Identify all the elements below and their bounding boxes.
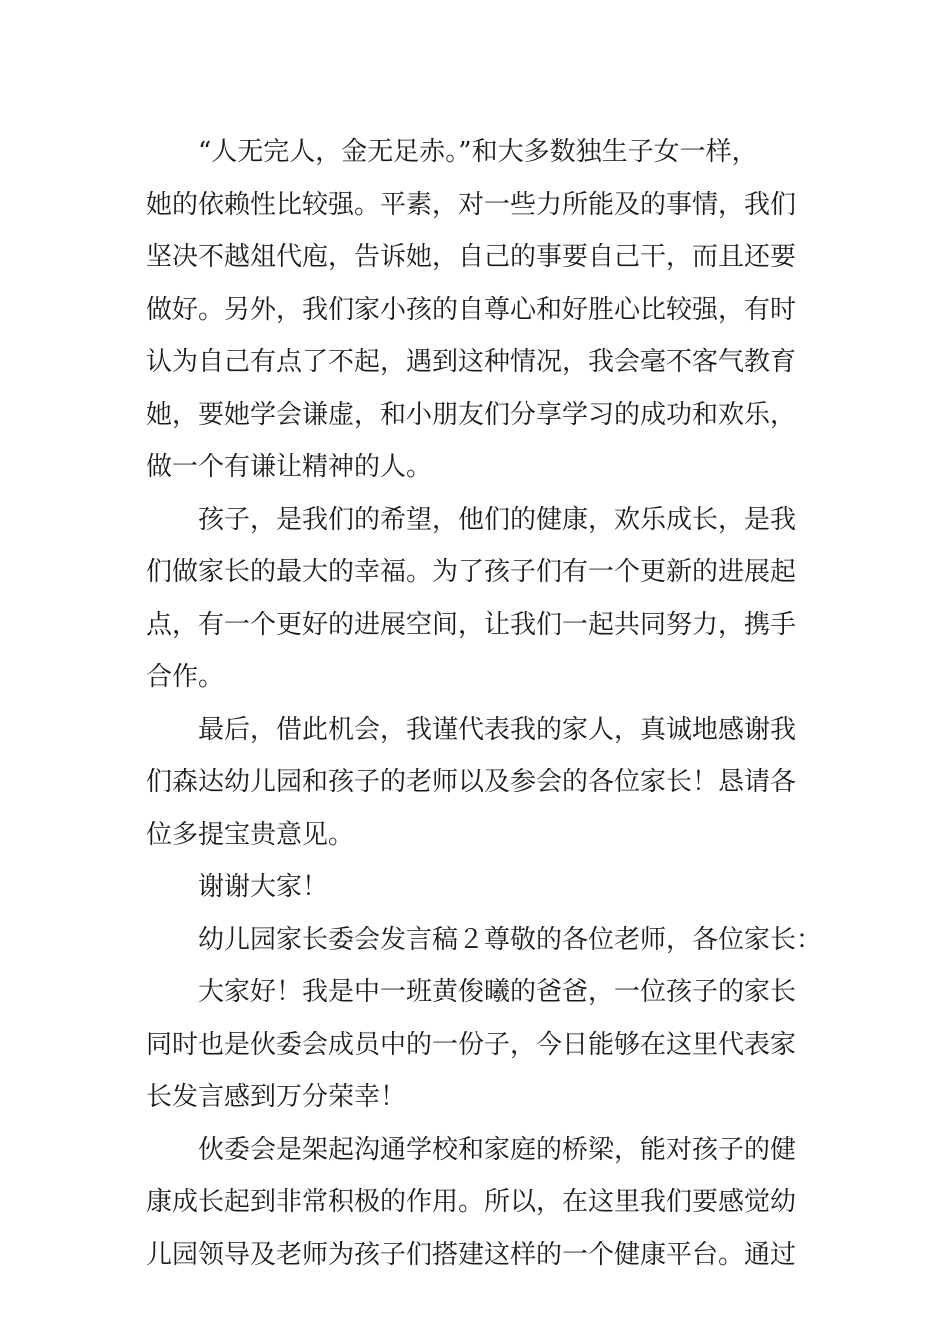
text-line: 她，要她学会谦虚，和小朋友们分享学习的成功和欢乐， (146, 399, 797, 430)
text-line: 认为自己有点了不起，遇到这种情况，我会毫不客气教育 (146, 347, 797, 377)
paragraph-greeting (146, 966, 818, 1124)
text-line: 孩子，是我们的希望，他们的健康，欢乐成长，是我 (198, 504, 797, 535)
document-body (146, 126, 823, 1281)
text-line: 坚决不越俎代庖，告诉她，自己的事要自己干，而且还要 (146, 242, 797, 272)
text-line: 们做家长的最大的幸福。为了孩子们有一个更新的进展起 (146, 557, 797, 587)
text-line: 合作。 (146, 662, 225, 692)
paragraph-imperfection (146, 126, 818, 494)
paragraph-committee-bridge (146, 1124, 818, 1282)
paragraph-closing (146, 861, 818, 914)
text-line: 幼儿园家长委会发言稿２尊敬的各位老师，各位家长： (198, 924, 823, 955)
text-line: 长发言感到万分荣幸！ (146, 1082, 407, 1112)
paragraph-speech-2-heading (146, 914, 823, 967)
text-line: 们森达幼儿园和孩子的老师以及参会的各位家长！恳请各 (146, 767, 797, 797)
text-line: 做一个有谦让精神的人。 (146, 452, 433, 482)
paragraph-thanks (146, 704, 818, 862)
text-line: 伙委会是架起沟通学校和家庭的桥梁，能对孩子的健 (198, 1134, 797, 1165)
text-line: 同时也是伙委会成员中的一份子，今日能够在这里代表家 (146, 1029, 797, 1060)
text-line: 儿园领导及老师为孩子们搭建这样的一个健康平台。通过 (146, 1239, 797, 1270)
text-line: 位多提宝贵意见。 (146, 819, 355, 850)
text-line: 她的依赖性比较强。平素，对一些力所能及的事情，我们 (146, 189, 797, 220)
text-line: 康成长起到非常积极的作用。所以，在这里我们要感觉幼 (146, 1187, 797, 1217)
text-line: 大家好！我是中一班黄俊曦的爸爸，一位孩子的家长 (198, 977, 797, 1007)
text-line: 最后，借此机会，我谨代表我的家人，真诚地感谢我 (198, 714, 797, 745)
text-line: “人无完人，金无足赤。”和大多数独生子女一样， (198, 137, 758, 167)
text-line: 谢谢大家！ (198, 872, 329, 902)
paragraph-children-hope (146, 494, 818, 704)
text-line: 做好。另外，我们家小孩的自尊心和好胜心比较强，有时 (146, 294, 797, 325)
text-line: 点，有一个更好的进展空间，让我们一起共同努力，携手 (146, 609, 797, 640)
